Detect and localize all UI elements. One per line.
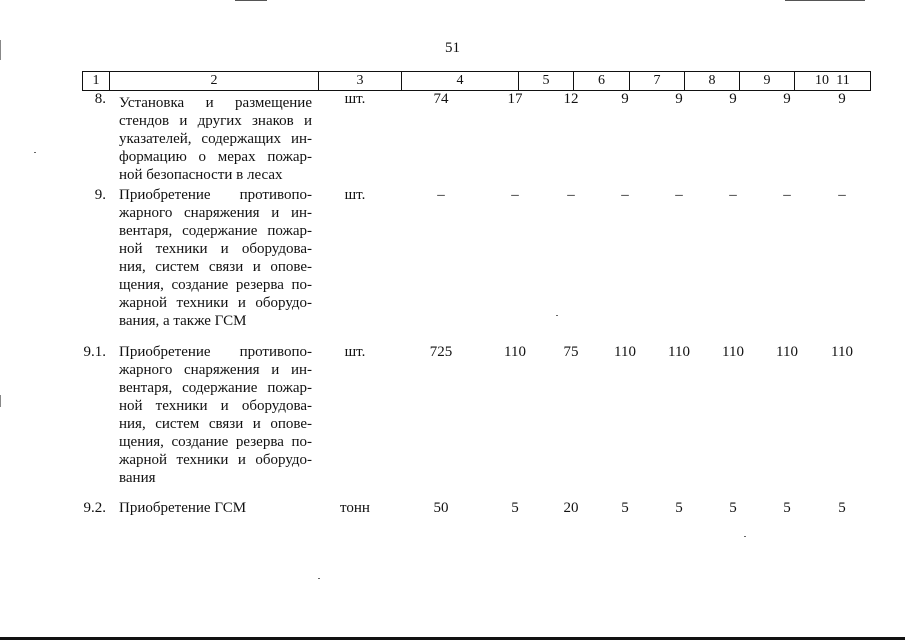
header-cell-10: 10	[794, 72, 849, 90]
value-col-5: 5	[511, 500, 519, 516]
row-description	[119, 499, 312, 517]
description-line: вентаря, содержание пожар-	[119, 223, 312, 239]
value-col-9: 110	[722, 344, 744, 360]
header-cell-4: 4	[401, 72, 518, 90]
row-description	[119, 94, 312, 184]
value-col-7: 5	[621, 500, 629, 516]
row-number: 9.2.	[83, 500, 106, 516]
page-number: 51	[445, 40, 460, 56]
value-col-11: 110	[831, 344, 853, 360]
row-number: 8.	[94, 91, 106, 107]
value-col-7: 9	[621, 91, 629, 107]
value-col-4: –	[437, 187, 445, 203]
value-col-4: 74	[433, 91, 449, 107]
description-line: жарного снаряжения и ин-	[119, 205, 312, 221]
description-line: ной техники и оборудова-	[119, 398, 312, 414]
value-col-8: 110	[668, 344, 690, 360]
value-col-9: –	[729, 187, 737, 203]
row-unit: шт.	[344, 187, 366, 203]
value-col-6: 75	[563, 344, 579, 360]
value-col-5: 17	[507, 91, 523, 107]
header-cell-9: 9	[739, 72, 794, 90]
scan-edge-top-right	[785, 0, 865, 1]
value-col-10: 110	[776, 344, 798, 360]
value-col-5: –	[511, 187, 519, 203]
value-col-10: 5	[783, 500, 791, 516]
value-col-6: –	[567, 187, 575, 203]
description-line: ния, систем связи и опове-	[119, 259, 312, 275]
value-col-5: 110	[504, 344, 526, 360]
header-cell-2: 2	[109, 72, 318, 90]
description-line: щения, создание резерва по-	[119, 434, 312, 450]
description-line: жарной техники и оборудо-	[119, 452, 312, 468]
description-line: формацию о мерах пожар-	[119, 149, 312, 165]
header-cell-3: 3	[318, 72, 401, 90]
scan-speck	[34, 152, 36, 153]
value-col-11: 9	[838, 91, 846, 107]
scan-speck	[556, 315, 558, 316]
row-unit: тонн	[340, 500, 370, 516]
header-cell-8: 8	[684, 72, 739, 90]
description-line: вентаря, содержание пожар-	[119, 380, 312, 396]
value-col-4: 725	[429, 344, 453, 360]
description-line: указателей, содержащих ин-	[119, 131, 312, 147]
value-col-7: –	[621, 187, 629, 203]
value-col-8: 9	[675, 91, 683, 107]
value-col-7: 110	[614, 344, 636, 360]
scan-speck	[744, 536, 746, 537]
value-col-11: –	[838, 187, 846, 203]
value-col-10: 9	[783, 91, 791, 107]
description-line: ной безопасности в лесах	[119, 167, 283, 183]
description-line: Приобретение противопо-	[119, 344, 312, 360]
row-unit: шт.	[344, 91, 366, 107]
value-col-8: –	[675, 187, 683, 203]
description-line: жарной техники и оборудо-	[119, 295, 312, 311]
description-line: ния, систем связи и опове-	[119, 416, 312, 432]
description-line: стендов и других знаков и	[119, 113, 312, 129]
value-col-10: –	[783, 187, 791, 203]
description-line: щения, создание резерва по-	[119, 277, 312, 293]
description-line: вания, а также ГСМ	[119, 313, 247, 329]
scan-speck	[318, 578, 320, 579]
header-cell-6: 6	[573, 72, 629, 90]
scan-edge-left-2	[0, 395, 1, 407]
description-line: ной техники и оборудова-	[119, 241, 312, 257]
description-line: жарного снаряжения и ин-	[119, 362, 312, 378]
row-description	[119, 186, 312, 330]
header-cell-11: 11	[816, 72, 871, 90]
header-cell-7: 7	[629, 72, 684, 90]
row-description	[119, 343, 312, 487]
row-number: 9.	[94, 187, 106, 203]
row-number: 9.1.	[83, 344, 106, 360]
scan-edge-top-left	[235, 0, 267, 1]
value-col-4: 50	[433, 500, 449, 516]
value-col-9: 5	[729, 500, 737, 516]
value-col-9: 9	[729, 91, 737, 107]
table-header-row	[82, 71, 871, 91]
description-line: Приобретение ГСМ	[119, 500, 247, 516]
description-line: Установка и размещение	[119, 95, 312, 111]
value-col-8: 5	[675, 500, 683, 516]
row-unit: шт.	[344, 344, 366, 360]
value-col-6: 12	[563, 91, 579, 107]
header-cell-1: 1	[82, 72, 109, 90]
description-line: Приобретение противопо-	[119, 187, 312, 203]
value-col-11: 5	[838, 500, 846, 516]
value-col-6: 20	[563, 500, 579, 516]
header-cell-5: 5	[518, 72, 573, 90]
description-line: вания	[119, 470, 156, 486]
